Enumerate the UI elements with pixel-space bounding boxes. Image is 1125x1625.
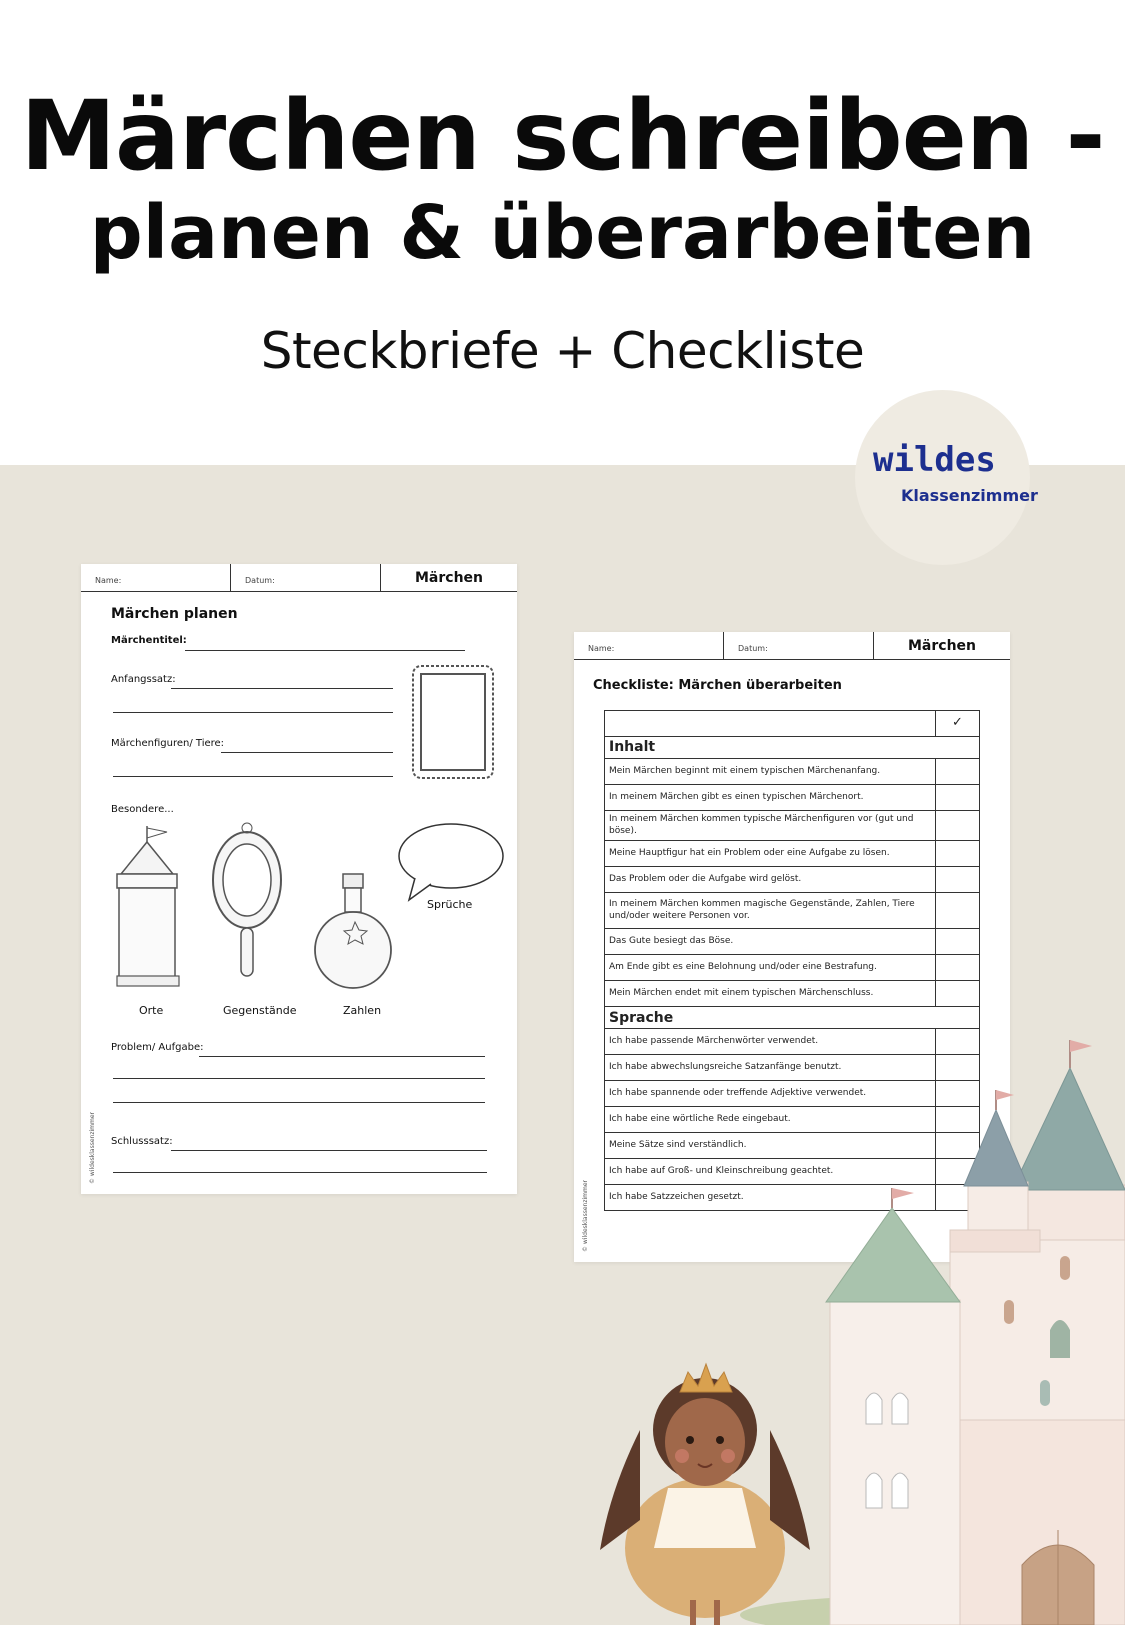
checklist-item: Ich habe spannende oder treffende Adjektive verwendet. <box>605 1081 936 1107</box>
characters-label: Märchenfiguren/ Tiere: <box>111 738 225 749</box>
section-heading-content: Inhalt <box>605 737 980 759</box>
answer-line <box>221 752 393 753</box>
table-row <box>605 759 980 785</box>
checkbox[interactable] <box>936 955 980 981</box>
name-field-label: Name: <box>81 564 231 591</box>
checklist-item: Meine Hauptfigur hat ein Problem oder eine Aufgabe zu lösen. <box>605 841 936 867</box>
worksheet-heading: Checkliste: Märchen überarbeiten <box>593 678 842 693</box>
checkbox[interactable] <box>936 867 980 893</box>
copyright-note: © wildesklassenzimmer <box>89 1111 96 1184</box>
special-label: Besondere... <box>111 804 174 815</box>
checklist-item: In meinem Märchen gibt es einen typischen Märchenort. <box>605 785 936 811</box>
answer-line <box>113 1172 487 1173</box>
checkbox[interactable] <box>936 785 980 811</box>
date-field-label: Datum: <box>231 564 381 591</box>
fairytale-title-label: Märchentitel: <box>111 635 187 646</box>
name-field-label: Name: <box>574 632 724 659</box>
table-row <box>605 981 980 1007</box>
table-row <box>605 1081 980 1107</box>
worksheet-planning <box>81 564 517 1194</box>
worksheet-checklist <box>574 632 1010 1262</box>
answer-line <box>113 1102 485 1103</box>
table-row <box>605 841 980 867</box>
page-title-line1: Märchen schreiben - <box>20 80 1105 192</box>
copyright-note: © wildesklassenzimmer <box>582 1179 589 1252</box>
table-row <box>605 867 980 893</box>
sayings-label: Sprüche <box>427 898 473 911</box>
checklist-header-cell <box>605 711 936 737</box>
worksheet-subject: Märchen <box>414 570 483 586</box>
table-row <box>605 1159 980 1185</box>
answer-line <box>199 1056 485 1057</box>
picture-frame-icon <box>409 662 497 782</box>
checkbox[interactable] <box>936 811 980 841</box>
checkbox[interactable] <box>936 1029 980 1055</box>
answer-line <box>113 776 393 777</box>
page-subtitle: Steckbriefe + Checkliste <box>260 322 865 380</box>
checklist-item: Das Problem oder die Aufgabe wird gelöst. <box>605 867 936 893</box>
table-row <box>605 1029 980 1055</box>
table-row <box>605 785 980 811</box>
table-row <box>605 893 980 929</box>
table-row <box>605 811 980 841</box>
checklist-item: Ich habe abwechslungsreiche Satzanfänge benutzt. <box>605 1055 936 1081</box>
checklist-table <box>604 710 980 1211</box>
title-answer-line <box>185 650 465 651</box>
answer-line <box>113 712 393 713</box>
checklist-item: Ich habe passende Märchenwörter verwendet. <box>605 1029 936 1055</box>
checkbox[interactable] <box>936 759 980 785</box>
checkbox[interactable] <box>936 981 980 1007</box>
checklist-item: Mein Märchen endet mit einem typischen Märchenschluss. <box>605 981 936 1007</box>
worksheet-header <box>81 564 517 592</box>
numbers-label: Zahlen <box>343 1004 382 1017</box>
checklist-item: Am Ende gibt es eine Belohnung und/oder eine Bestrafung. <box>605 955 936 981</box>
worksheet-header <box>574 632 1010 660</box>
date-field-label: Datum: <box>724 632 874 659</box>
table-row <box>605 929 980 955</box>
table-row <box>605 1185 980 1211</box>
checkbox[interactable] <box>936 1055 980 1081</box>
table-row <box>605 955 980 981</box>
answer-line <box>113 1078 485 1079</box>
checkbox[interactable] <box>936 929 980 955</box>
closing-sentence-label: Schlusssatz: <box>111 1136 173 1147</box>
tower-icon <box>107 822 187 992</box>
opening-sentence-label: Anfangssatz: <box>111 674 176 685</box>
logo-word-klassenzimmer: Klassenzimmer <box>901 486 1038 505</box>
checklist-item: In meinem Märchen kommen magische Gegenstände, Zahlen, Tiere und/oder weitere Personen vor. <box>605 893 936 929</box>
brand-logo <box>855 390 1038 565</box>
checkbox[interactable] <box>936 1185 980 1211</box>
checklist-item: Ich habe auf Groß- und Kleinschreibung geachtet. <box>605 1159 936 1185</box>
speech-bubble-icon <box>395 820 505 904</box>
table-row <box>605 1107 980 1133</box>
checkbox[interactable] <box>936 1081 980 1107</box>
checklist-item: Meine Sätze sind verständlich. <box>605 1133 936 1159</box>
table-row <box>605 1133 980 1159</box>
mirror-icon <box>207 820 287 990</box>
problem-label: Problem/ Aufgabe: <box>111 1042 204 1053</box>
places-label: Orte <box>139 1004 164 1017</box>
checkbox[interactable] <box>936 893 980 929</box>
worksheet-heading: Märchen planen <box>111 606 238 622</box>
checkbox[interactable] <box>936 1107 980 1133</box>
answer-line <box>171 1150 487 1151</box>
checklist-item: Ich habe Satzzeichen gesetzt. <box>605 1185 936 1211</box>
check-mark-header: ✓ <box>936 711 980 737</box>
logo-word-wildes: wildes <box>873 440 996 480</box>
checklist-item: Das Gute besiegt das Böse. <box>605 929 936 955</box>
page-title-line2: planen & überarbeiten <box>89 190 1036 276</box>
answer-line <box>171 688 393 689</box>
objects-label: Gegenstände <box>223 1004 297 1017</box>
checkbox[interactable] <box>936 1159 980 1185</box>
worksheet-subject: Märchen <box>907 638 976 654</box>
checklist-item: Ich habe eine wörtliche Rede eingebaut. <box>605 1107 936 1133</box>
checkbox[interactable] <box>936 841 980 867</box>
checkbox[interactable] <box>936 1133 980 1159</box>
potion-bottle-icon <box>311 870 395 996</box>
table-row <box>605 1055 980 1081</box>
checklist-item: In meinem Märchen kommen typische Märchenfiguren vor (gut und böse). <box>605 811 936 841</box>
section-heading-language: Sprache <box>605 1007 980 1029</box>
checklist-item: Mein Märchen beginnt mit einem typischen Märchenanfang. <box>605 759 936 785</box>
